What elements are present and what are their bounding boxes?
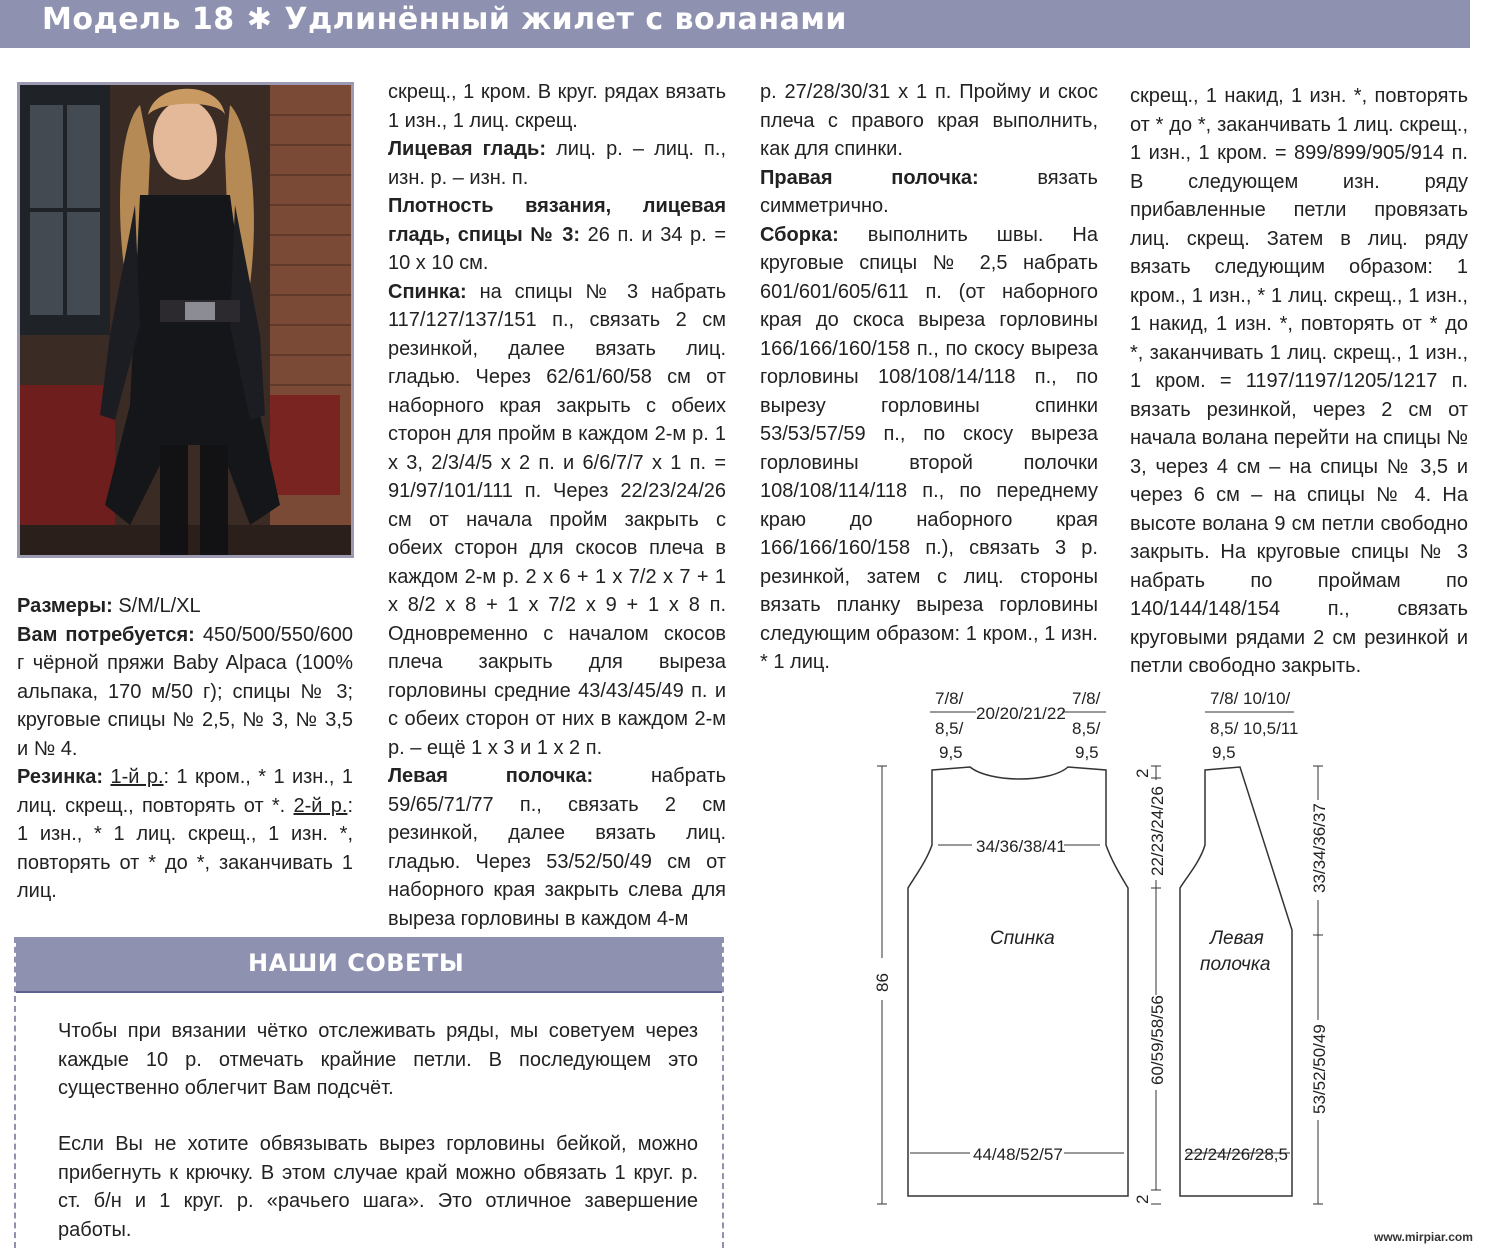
left-front-paragraph — [388, 762, 726, 933]
photo-illustration — [20, 85, 351, 555]
sizes-label: Размеры: — [17, 595, 113, 617]
tips-header — [16, 937, 722, 993]
header-bar — [0, 0, 1470, 48]
back-piece-label: Спинка — [990, 928, 1055, 949]
back-shoulder-left-3: 9,5 — [939, 743, 963, 762]
tip-2: Если Вы не хотите обвязывать вырез горловины бейкой, можно прибегнуть к крючку. В этом случае край можно обвязать 1 круг. р. ст. б/н и 1 круг. р. «рачьего шага». Это отличное завершение работы. — [58, 1133, 698, 1241]
model-number: Модель 18 — [42, 2, 235, 37]
back-text: на спицы № 3 набрать 117/127/137/151 п., связать 2 см резинкой, далее вязать лиц. гладью. Через 62/61/60/58 см от наборного края закрыть с обеих сторон для пройм в каждом 2-м р. 1 х 3, 2/3/4/5 х 2 п. и 6/6/7/7 х 1 п. = 91/97/101/111 п. Через 22/23/24/26 см от начала пройм закрыть с обеих сторон для скосов плеча в каждом 2-м р. 2 х 6 + 1 х 7/2 х 7 + 1 х 8/2 х 8 + 1 х 7/2 х 9 + 1 х 8 п. Одновременно с началом скосов плеча закрыть для выреза горловины средние 43/43/45/49 п. и с обеих сторон от них в каждом 2-м р. – ещё 1 х 3 и 1 х 2 п. — [388, 280, 726, 759]
model-photo — [17, 82, 354, 558]
front-outline — [1180, 767, 1292, 1196]
density-paragraph — [388, 192, 726, 278]
column-2 — [388, 78, 726, 933]
right-front-label: Правая полочка: — [760, 166, 979, 189]
front-hem-width: 22/24/26/28,5 — [1184, 1145, 1288, 1164]
materials-paragraph — [17, 621, 353, 764]
rib-row-2-text: : 1 изн., * 1 лиц. скрещ., 1 изн. *, повторять от * до *, заканчивать 1 лиц. — [17, 794, 353, 902]
column-4 — [1130, 82, 1468, 681]
back-label: Спинка: — [388, 280, 467, 303]
col2-intro: скрещ., 1 кром. В круг. рядах вязать 1 изн., 1 лиц. скрещ. — [388, 81, 726, 132]
back-hem-width: 44/48/52/57 — [973, 1145, 1063, 1164]
right-front-text: вязать симметрично. — [760, 166, 1098, 217]
title-text: Удлинённый жилет с воланами — [284, 2, 847, 37]
materials-text: 450/500/550/600 г чёрной пряжи Baby Alpaca (100% альпака, 170 м/50 г); спицы № 3; круговые спицы № 2,5, № 3, № 3,5 и № 4. — [17, 623, 353, 760]
right-front-paragraph — [760, 164, 1098, 221]
back-paragraph — [388, 278, 726, 763]
total-length: 86 — [873, 973, 892, 992]
stockinette-label: Лицевая гладь: — [388, 138, 546, 160]
rib-paragraph — [17, 763, 353, 906]
col4-text: скрещ., 1 накид, 1 изн. *, повторять от * до *, заканчивать 1 лиц. скрещ., 1 изн., 1 кром. = 899/899/905/914 п. В следующем изн. ряду прибавленные петли провязать лиц. скрещ. Затем в лиц. ряду вязать следующим образом: 1 кром., 1 изн., * 1 лиц. скрещ., 1 изн., 1 накид, 1 изн. *, повторять от * до *, заканчивать 1 лиц. скрещ., 1 изн., 1 кром. = 1197/1197/1205/1217 п. вязать резинкой, через 2 см от начала волана перейти на спицы № 3, через 4 см – на спицы № 3,5 и через 6 см – на спицы № 4. На высоте волана 9 см петли свободно закрыть. На круговые спицы № 3 набрать по проймам по 140/144/148/154 п., связать круговыми рядами 2 см резинкой и петли свободно закрыть. — [1130, 85, 1468, 677]
front-shoulder-3: 9,5 — [1212, 743, 1236, 762]
back-bottom-rib: 2 — [1133, 1194, 1152, 1204]
assembly-label: Сборка: — [760, 223, 839, 246]
front-lower-length: 53/52/50/49 — [1310, 1024, 1329, 1114]
schematic-svg — [860, 680, 1380, 1210]
armhole-depth: 22/23/24/26 — [1148, 786, 1167, 876]
stockinette-text: лиц. р. – лиц. п., изн. р. – изн. п. — [388, 138, 726, 189]
rib-label: Резинка: — [17, 766, 104, 788]
assembly-text: выполнить швы. На круговые спицы № 2,5 набрать 601/601/605/611 п. (от наборного края до скоса выреза горловины 166/166/160/158 п., по скосу выреза горловины 108/108/14/118 п., по вырезу горловины спинки 53/53/57/59 п., по скосу выреза горловины второй полочки 108/108/114/118 п., по переднему краю до наборного края 166/166/160/158 п.), связать 3 р. резинкой, затем с лиц. стороны вязать планку выреза горловины следующим образом: 1 кром., 1 изн. * 1 лиц. — [760, 223, 1098, 673]
star-icon: ✱ — [246, 2, 273, 37]
left-front-label: Левая полочка: — [388, 765, 594, 787]
back-shoulder-right-2: 8,5/ — [1072, 719, 1101, 738]
back-outline — [908, 767, 1128, 1196]
front-neck-1: 10/10/ — [1243, 689, 1291, 708]
watermark: www.mirpiar.com — [1374, 1230, 1473, 1244]
body-length: 60/59/58/56 — [1148, 995, 1167, 1085]
back-top-rib: 2 — [1133, 768, 1152, 778]
back-shoulder-left-2: 8,5/ — [935, 719, 964, 738]
density-text: 26 п. и 34 р. = 10 х 10 см. — [388, 223, 727, 274]
back-chest-width: 34/36/38/41 — [976, 837, 1066, 856]
rib-row-1: 1-й р. — [110, 766, 164, 788]
back-shoulder-right-1: 7/8/ — [1072, 689, 1101, 708]
column-1 — [17, 592, 353, 906]
back-shoulder-right-3: 9,5 — [1075, 743, 1099, 762]
front-neck-2: 10,5/11 — [1243, 719, 1299, 738]
front-upper-length: 33/34/36/37 — [1310, 803, 1329, 893]
tip-1: Чтобы при вязании чётко отслеживать ряды, мы советуем через каждые 10 р. отмечать крайние петли. В последующем это существенно облегчит Вам подсчёт. — [58, 1020, 698, 1099]
front-piece-label-2: полочка — [1200, 954, 1271, 975]
density-label: Плотность вязания, лицевая гладь, спицы № 3: — [388, 195, 726, 246]
page-title — [42, 2, 847, 37]
back-neck-width: 20/20/21/22 — [976, 704, 1066, 723]
front-shoulder-1: 7/8/ — [1210, 689, 1239, 708]
stockinette-paragraph — [388, 135, 726, 192]
col3-intro: р. 27/28/30/31 х 1 п. Пройму и скос плеча с правого края выполнить, как для спинки. — [760, 81, 1098, 160]
front-piece-label-1: Левая — [1210, 928, 1264, 949]
rib-row-1-text: : 1 кром., * 1 изн., 1 лиц. скрещ., повторять от *. — [17, 766, 353, 817]
back-shoulder-left-1: 7/8/ — [935, 689, 964, 708]
sizes-paragraph — [17, 592, 353, 621]
tips-title: НАШИ СОВЕТЫ — [248, 949, 465, 977]
pattern-diagram — [860, 680, 1380, 1210]
left-front-text: набрать 59/65/71/77 п., связать 2 см резинкой, далее вязать лиц. гладью. Через 53/52/50/49 см от наборного края закрыть слева для выреза горловины в каждом 4-м — [388, 765, 726, 930]
assembly-paragraph — [760, 221, 1098, 677]
column-3 — [760, 78, 1098, 677]
rib-row-2: 2-й р. — [293, 794, 348, 817]
materials-label: Вам потребуется: — [17, 623, 195, 646]
tips-box — [14, 937, 724, 1248]
front-shoulder-2: 8,5/ — [1210, 719, 1239, 738]
sizes-value: S/M/L/XL — [118, 595, 201, 617]
